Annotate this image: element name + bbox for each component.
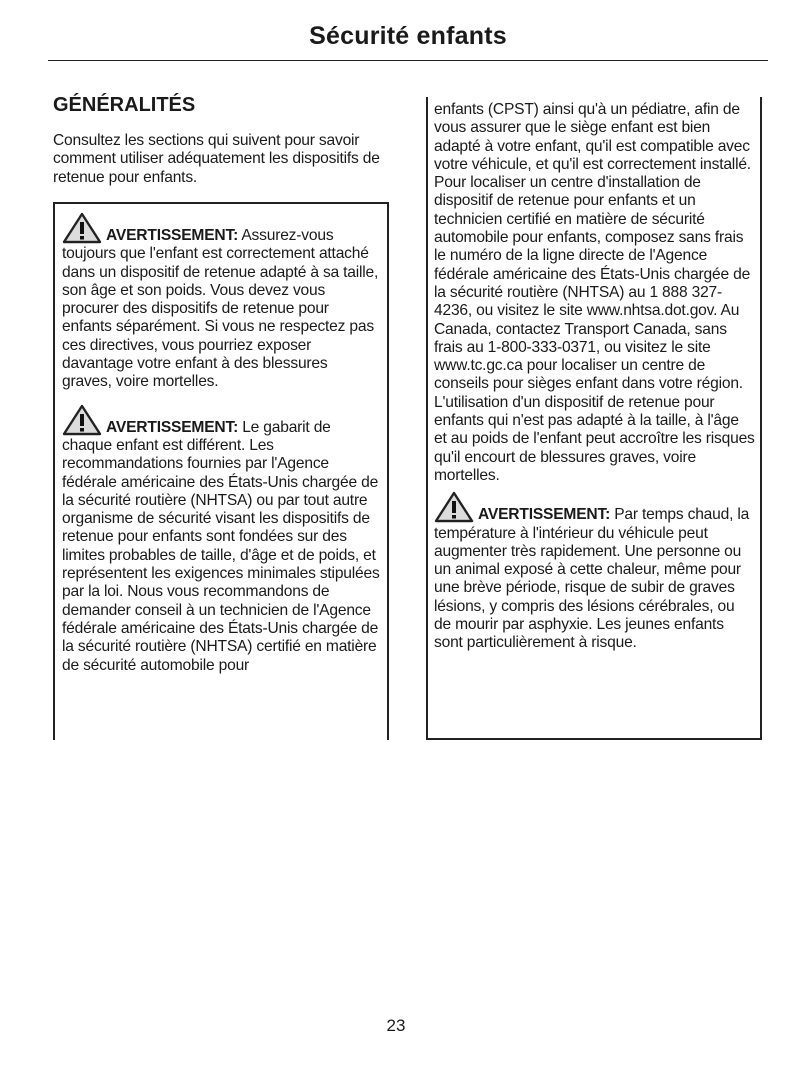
intro-paragraph: Consultez les sections qui suivent pour savoir comment utiliser adéquatement les dispositifs de retenue pour enfants.	[53, 132, 380, 186]
warning-label: AVERTISSEMENT:	[106, 227, 239, 244]
warning-box-right	[426, 97, 762, 740]
page-title: Sécurité enfants	[309, 22, 507, 50]
warning-box-left	[53, 202, 389, 740]
warning-text: Assurez-vous toujours que l'enfant est correctement attaché dans un dispositif de retenue adapté à sa taille, son âge et son poids. Vous devez vous procurer des dispositifs de retenue pour enfants séparément. Si vous ne respectez pas ces directives, vous pourriez exposer davantage votre enfant à des blessures graves, voire mortelles.	[62, 227, 379, 391]
warning-triangle-icon	[62, 404, 102, 436]
section-heading: GÉNÉRALITÉS	[53, 94, 196, 116]
warning-triangle-icon	[62, 212, 102, 244]
warning-2-continuation: enfants (CPST) ainsi qu'à un pédiatre, afin de vous assurer que le siège enfant est bien adapté à votre enfant, qu'il est compatible avec votre véhicule, et qu'il est correctement installé. Pour localiser un centre d'installation de dispositif de retenue pour enfants et un technicien certifié en matière de sécurité automobile pour enfants, composez sans frais le numéro de la ligne directe de l'Agence fédérale américaine des États-Unis chargée de la sécurité routière (NHTSA) au 1 888 327-4236, ou visitez le site www.nhtsa.dot.gov. Au Canada, contactez Transport Canada, sans frais au 1-800-333-0371, ou visitez le site www.tc.gc.ca pour localiser un centre de conseils pour sièges enfant dans votre région. L'utilisation d'un dispositif de retenue pour enfants qui n'est pas adapté à la taille, à l'âge et au poids de l'enfant peut accroître les risques qu'il encourt de blessures graves, voire mortelles.	[434, 101, 755, 484]
warning-text: Par temps chaud, la température à l'intérieur du véhicule peut augmenter très rapidement. Une personne ou un animal exposé à cette chaleur, même pour une brève période, risque de subir de graves lésions, y compris des lésions cérébrales, ou de mourir par asphyxie. Les jeunes enfants sont particulièrement à risque.	[434, 506, 750, 652]
warning-2	[62, 404, 381, 675]
warning-label: AVERTISSEMENT:	[478, 506, 611, 524]
warning-3	[434, 491, 755, 652]
page-number: 23	[386, 1016, 406, 1035]
warning-1	[62, 212, 381, 392]
page-header	[48, 18, 768, 61]
warning-text: Le gabarit de chaque enfant est différent. Les recommandations fournies par l'Agence fédérale américaine des États-Unis chargée de la sécurité routière (NHTSA) ou par tout autre organisme de sécurité visant les dispositifs de retenue pour enfants sont fondées sur des limites probables de taille, d'âge et de poids, et représentent les exigences minimales stipulées par la loi. Nous vous recommandons de demander conseil à un technicien de l'Agence fédérale américaine des États-Unis chargée de la sécurité routière (NHTSA) certifié en matière de sécurité automobile pour	[62, 418, 380, 674]
warning-triangle-icon	[434, 491, 474, 523]
left-column	[53, 92, 390, 187]
warning-label: AVERTISSEMENT:	[106, 418, 239, 436]
